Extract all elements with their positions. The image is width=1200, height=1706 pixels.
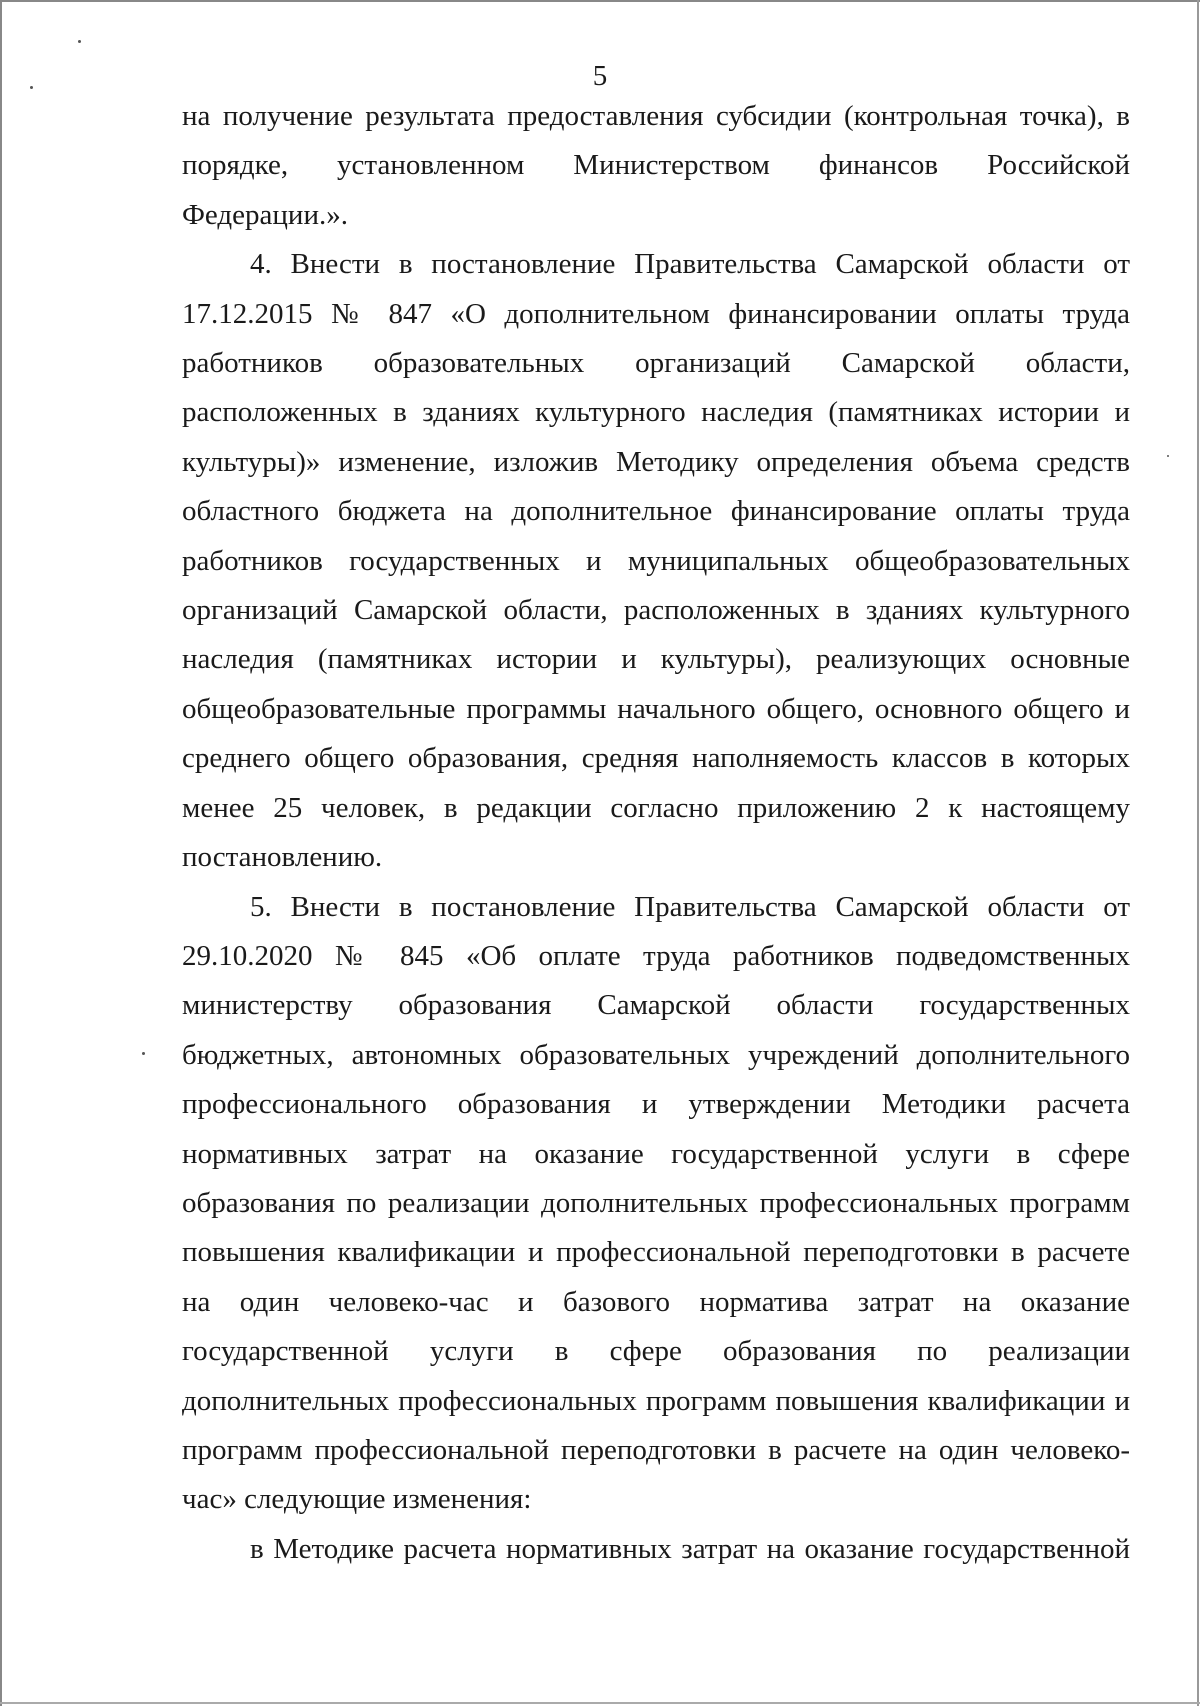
scan-speck [78,40,81,43]
scan-speck [1167,455,1169,457]
paragraph-1: на получение результата предоставления субсидии (контрольная точка), в порядке, установленном Министерством финансов Российской Федерации.». [182,100,1130,231]
paragraph-4: в Методике расчета нормативных затрат на оказание государственной [250,1532,1130,1565]
page-number: 5 [592,60,608,92]
document-body [182,92,1130,1574]
paragraph-2: 4. Внести в постановление Правительства Самарской области от 17.12.2015 № 847 «О дополнительном финансировании оплаты труда работников образовательных организаций Самарской области, расположенных в зданиях культурного наследия (памятниках истории и культуры)» изменение, изложив Методику определения объема средств областного бюджета на дополнительное финансирование оплаты труда работников государственных и муниципальных общеобразовательных организаций Самарской области, расположенных в зданиях культурного наследия (памятниках истории и культуры), реализующих основные общеобразовательные программы начального общего, основного общего и среднего общего образования, средняя наполняемость классов в которых менее 25 человек, в редакции согласно приложению 2 к настоящему постановлению. [182,248,1130,874]
scan-edge-left [0,0,2,1706]
scan-speck [142,1052,145,1055]
scan-edge-bottom [0,1702,1200,1704]
paragraph-3: 5. Внести в постановление Правительства Самарской области от 29.10.2020 № 845 «Об оплате труда работников подведомственных министерству образования Самарской области государственных бюджетных, автономных образовательных учреждений дополнительного профессионального образования и утверждении Методики расчета нормативных затрат на оказание государственной услуги в сфере образования по реализации дополнительных профессиональных программ повышения квалификации и профессиональной переподготовки в расчете на один человеко-час и базового норматива затрат на оказание государственной услуги в сфере образования по реализации дополнительных профессиональных программ повышения квалификации и программ профессиональной переподготовки в расчете на один человеко-час» следующие изменения: [182,890,1130,1516]
scan-edge-top [0,0,1200,2]
scan-edge-right [1197,0,1199,1706]
